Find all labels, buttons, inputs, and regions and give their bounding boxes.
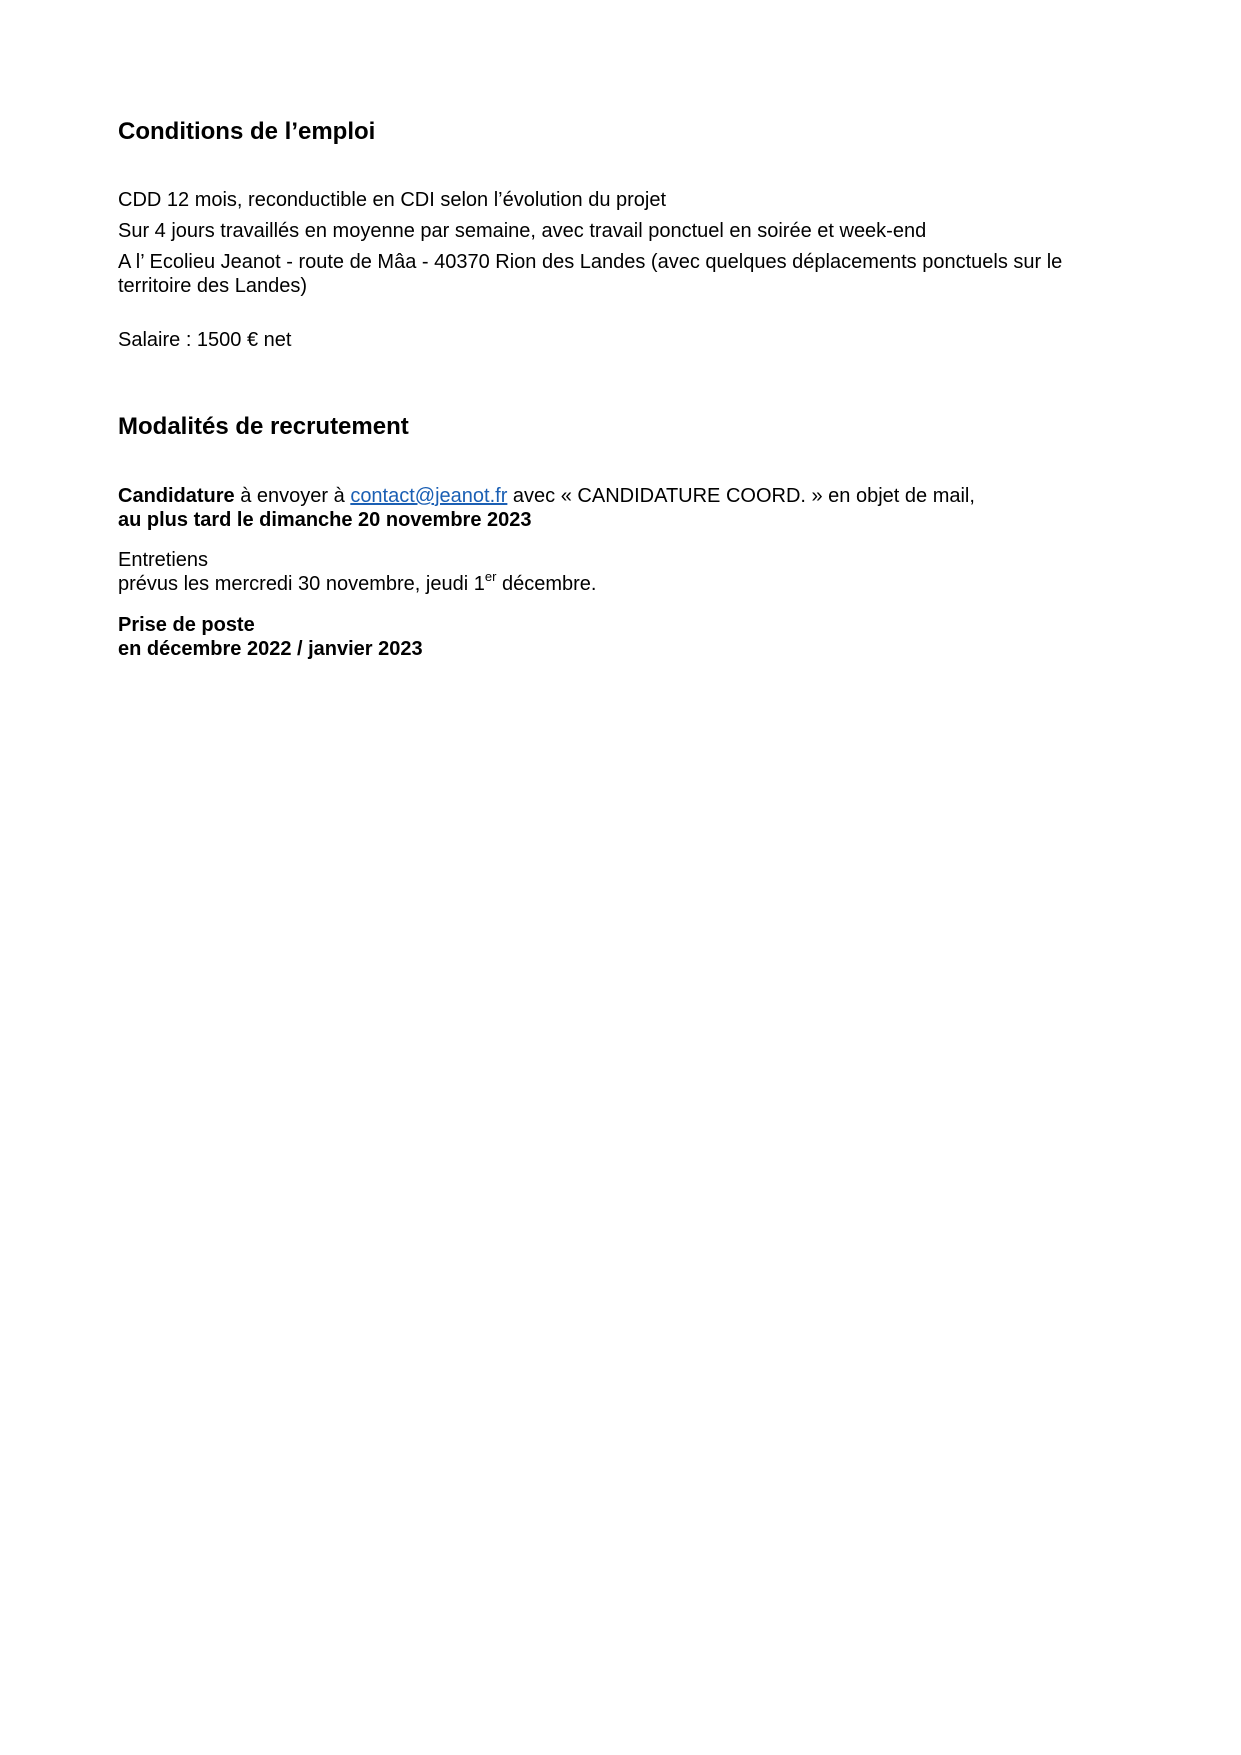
application-text-after-link: avec « CANDIDATURE COORD. » en objet de mail, bbox=[507, 485, 975, 507]
application-deadline: au plus tard le dimanche 20 novembre 2023 bbox=[118, 509, 532, 531]
contact-email-link[interactable]: contact@jeanot.fr bbox=[350, 485, 508, 507]
contract-text: CDD 12 mois, reconductible en CDI selon l’évolution du projet bbox=[118, 189, 667, 211]
application-line bbox=[118, 484, 975, 508]
application-text-before-link: à envoyer à bbox=[234, 485, 351, 507]
interviews-dates-after-sup: décembre. bbox=[496, 573, 597, 595]
interviews-dates bbox=[118, 569, 597, 596]
interviews-dates-sup: er bbox=[484, 569, 497, 585]
location-text-line1: A l’ Ecolieu Jeanot - route de Mâa - 40370 Rion des Landes (avec quelques déplacements ponctuels sur le bbox=[118, 251, 1063, 273]
application-label: Candidature bbox=[118, 485, 235, 507]
recruitment-heading: Modalités de recrutement bbox=[118, 413, 409, 440]
conditions-heading: Conditions de l’emploi bbox=[118, 118, 376, 145]
start-date: en décembre 2022 / janvier 2023 bbox=[118, 638, 423, 660]
salary-text: Salaire : 1500 € net bbox=[118, 329, 292, 351]
schedule-text: Sur 4 jours travaillés en moyenne par semaine, avec travail ponctuel en soirée et week-end bbox=[118, 220, 927, 242]
start-label: Prise de poste bbox=[118, 614, 255, 636]
interviews-dates-before-sup: prévus les mercredi 30 novembre, jeudi 1 bbox=[118, 573, 485, 595]
location-text-line2: territoire des Landes) bbox=[118, 275, 307, 297]
interviews-label: Entretiens bbox=[118, 549, 209, 571]
